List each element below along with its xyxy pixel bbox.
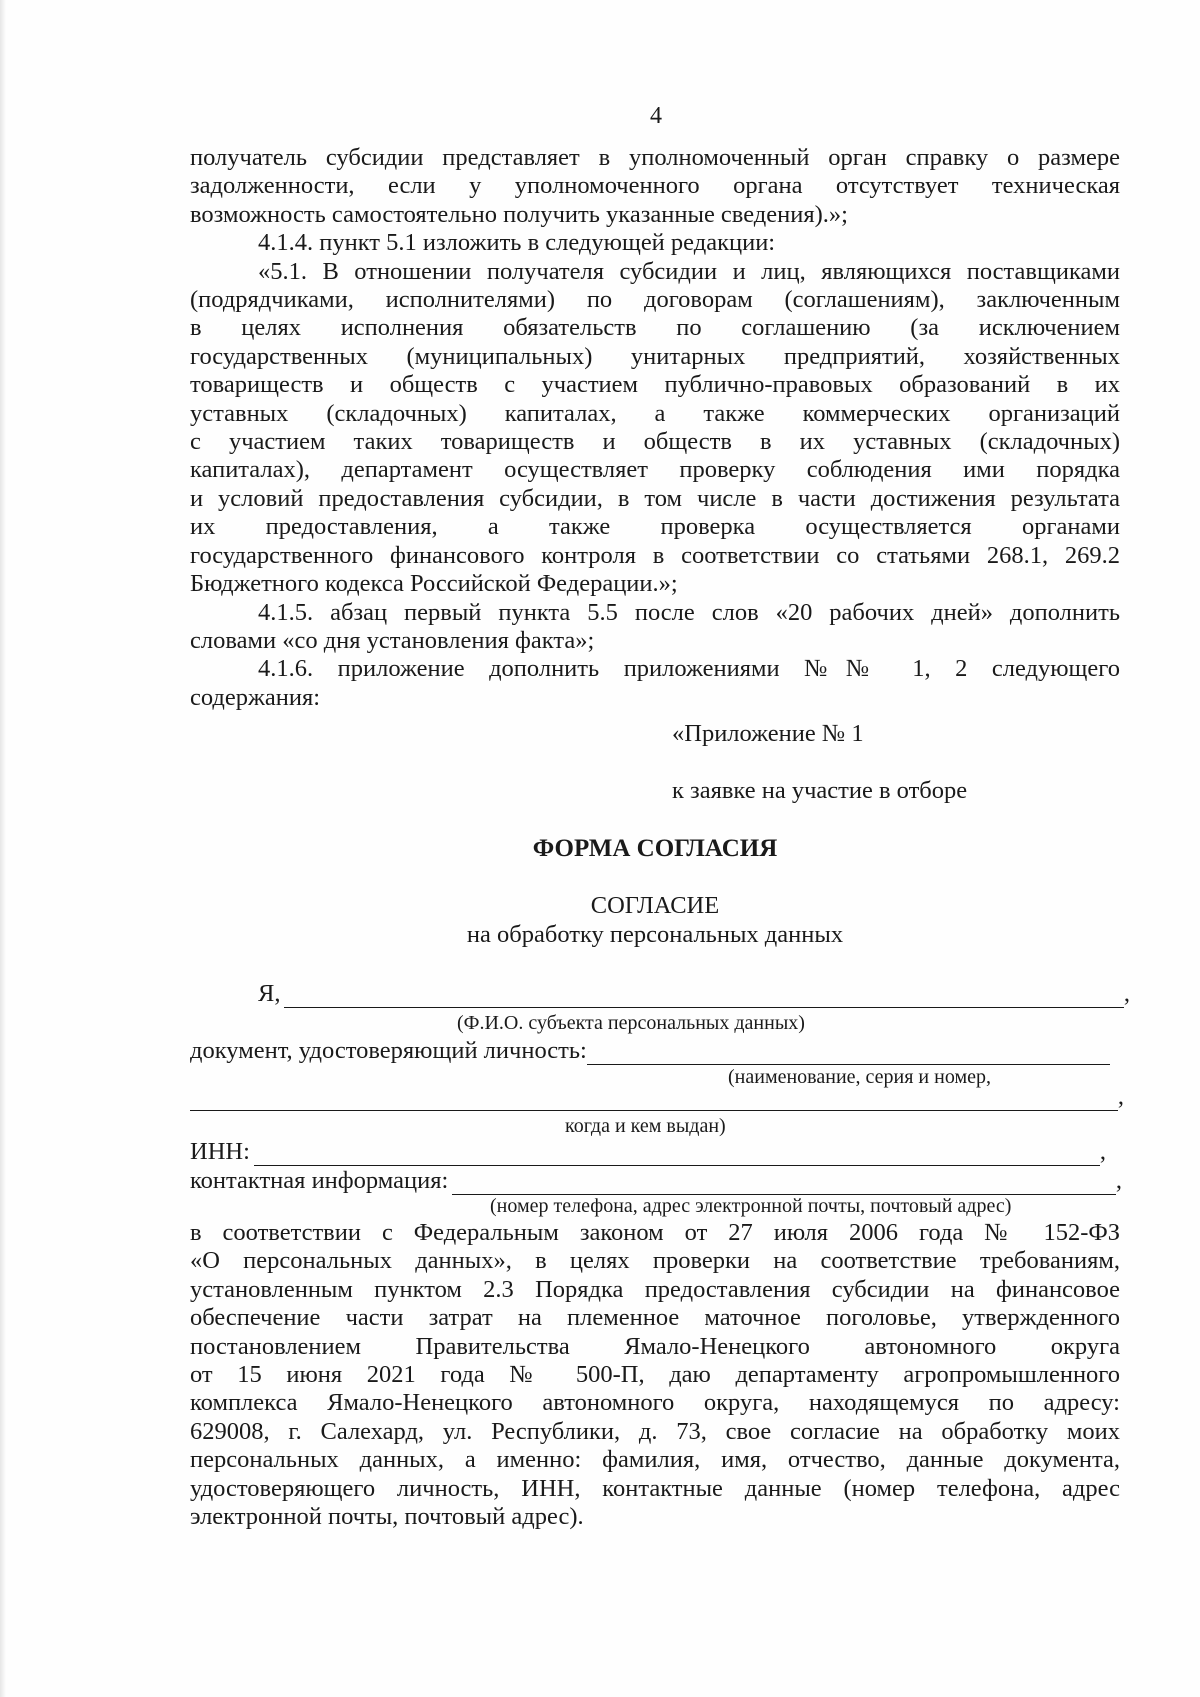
consent-line: «О персональных данных», в целях проверки на соответствие требованиям, [190,1247,1120,1275]
consent-line: в соответствии с Федеральным законом от 27 июля 2006 года № 152-ФЗ [190,1219,1120,1246]
appendix-title: «Приложение № 1 [672,720,864,747]
issued-field-row [190,1083,1124,1111]
item-4-1-6-line-last: содержания: [190,683,321,711]
inn-field-row [190,1138,1106,1166]
consent-line: 629008, г. Салехард, ул. Республики, д. 73, свое согласие на обработку моих [190,1417,1120,1445]
item-4-1-4: 4.1.4. пункт 5.1 изложить в следующей редакции: [258,229,776,257]
identity-document-field-row [190,1037,1110,1065]
item-5-1-line: и условий предоставления субсидии, в том числе в части достижения результата [190,484,1120,512]
item-5-1-line: (подрядчиками, исполнителями) по договорам (соглашениям), заключенным [190,286,1120,314]
identity-document-label: документ, удостоверяющий личность: [190,1037,587,1064]
item-4-1-5-line: 4.1.5. абзац первый пункта 5.5 после слов «20 рабочих дней» дополнить [258,598,1120,626]
fio-comma: , [1123,980,1130,1007]
fio-caption: (Ф.И.О. субъекта персональных данных) [457,1012,805,1034]
consent-line: от 15 июня 2021 года № 500-П, даю департаменту агропромышленного [190,1361,1120,1389]
appendix-subtitle: к заявке на участие в отборе [672,777,968,804]
inn-blank-line[interactable] [254,1143,1100,1166]
item-5-1-line: капиталах), департамент осуществляет проверку соблюдения ими порядка [190,456,1120,484]
identity-document-caption: (наименование, серия и номер, [728,1066,991,1088]
consent-line-last: электронной почты, почтовый адрес). [190,1503,584,1531]
intro-line: задолженности, если у уполномоченного органа отсутствует техническая [190,172,1120,200]
item-5-1-line: в целях исполнения обязательств по соглашению (за исключением [190,314,1120,342]
consent-line: постановлением Правительства Ямало-Ненецкого автономного округа [190,1332,1120,1360]
item-5-1-line: «5.1. В отношении получателя субсидии и лиц, являющихся поставщиками [258,257,1120,285]
page-number: 4 [650,103,662,129]
consent-body [190,1219,1120,1531]
consent-line: обеспечение части затрат на племенное маточное поголовье, утвержденного [190,1304,1120,1332]
consent-line: комплекса Ямало-Ненецкого автономного округа, находящемуся по адресу: [190,1389,1120,1417]
item-5-1-line: уставных (складочных) капиталах, а также коммерческих организаций [190,399,1120,427]
consent-heading: СОГЛАСИЕ [590,892,720,919]
inn-label: ИНН: [190,1138,250,1165]
issued-comma: , [1117,1083,1124,1110]
contact-caption: (номер телефона, адрес электронной почты, почтовый адрес) [490,1195,1012,1217]
issued-caption: когда и кем выдан) [565,1115,726,1137]
scan-edge-shadow [0,0,6,1697]
consent-line: персональных данных, а именно: фамилия, имя, отчество, данные документа, [190,1446,1120,1474]
item-4-1-5-line-last: словами «со дня установления факта»; [190,626,595,654]
inn-comma: , [1099,1138,1106,1165]
consent-line: установленным пунктом 2.3 Порядка предоставления субсидии на финансовое [190,1275,1120,1303]
consent-line: удостоверяющего личность, ИНН, контактные данные (номер телефона, адрес [190,1474,1120,1502]
item-4-1-6-line: 4.1.6. приложение дополнить приложениями №№ 1, 2 следующего [258,655,1120,683]
item-5-1-line: государственных (муниципальных) унитарных предприятий, хозяйственных [190,342,1120,370]
consent-subheading: на обработку персональных данных [466,921,844,948]
item-5-1-line: с участием таких товариществ и обществ в их уставных (складочных) [190,428,1120,456]
fio-blank-line[interactable] [284,985,1123,1008]
identity-document-blank-line[interactable] [587,1042,1110,1065]
amendment-text [190,144,1120,712]
fio-label: Я, [258,980,281,1007]
intro-line: получатель субсидии представляет в уполномоченный орган справку о размере [190,144,1120,171]
item-5-1-line: товариществ и обществ с участием публично-правовых образований в их [190,371,1120,399]
item-5-1-line-last: Бюджетного кодекса Российской Федерации.»; [190,570,678,598]
item-5-1-line: их предоставления, а также проверка осуществляется органами [190,513,1120,541]
fio-field-row [190,980,1130,1008]
form-title: ФОРМА СОГЛАСИЯ [532,835,778,862]
intro-line-last: возможность самостоятельно получить указанные сведения).»; [190,200,848,228]
issued-blank-line[interactable] [190,1088,1118,1111]
item-5-1-line: государственного финансового контроля в соответствии со статьями 268.1, 269.2 [190,541,1120,569]
contact-comma: , [1115,1167,1122,1194]
contact-label: контактная информация: [190,1167,449,1194]
